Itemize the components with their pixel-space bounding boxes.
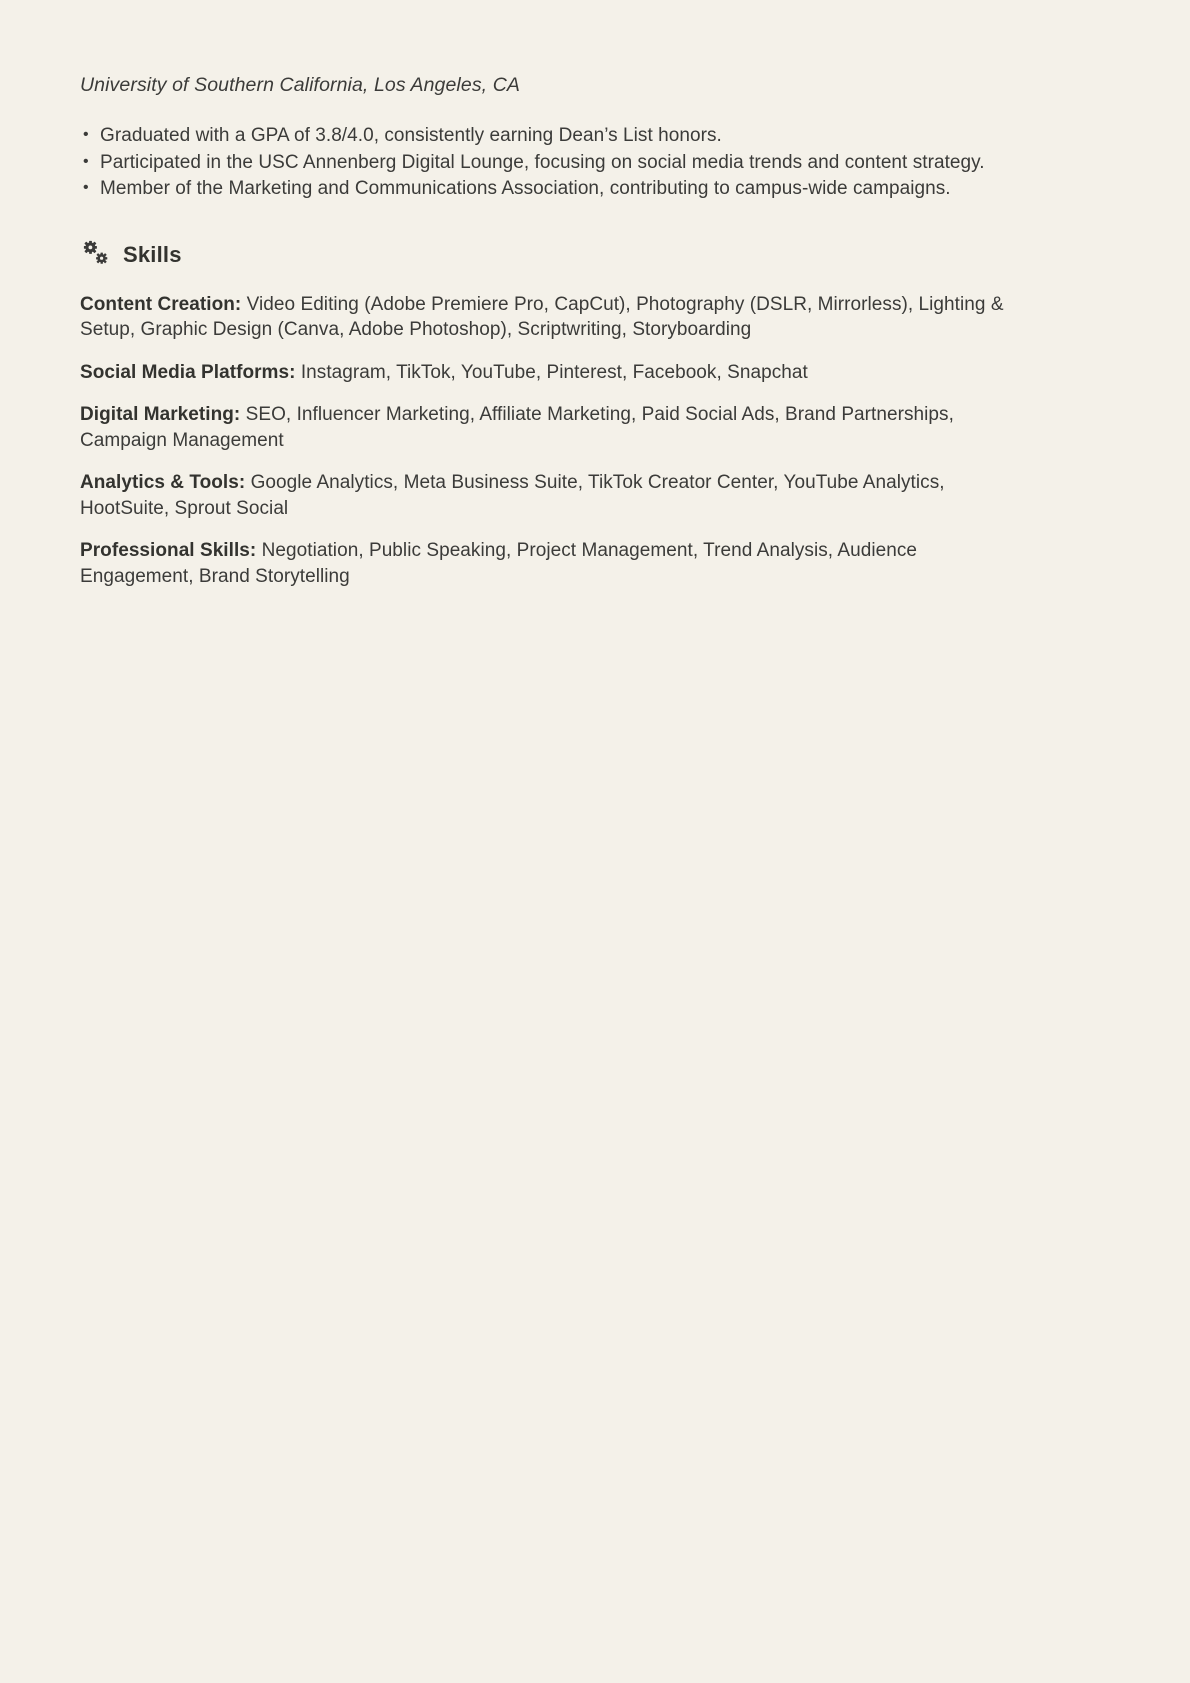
skill-row-analytics-and-tools bbox=[80, 470, 1030, 521]
skill-value: SEO, Influencer Marketing, Affiliate Marketing, Paid Social Ads, Brand Partnerships, Campaign Management bbox=[80, 404, 954, 451]
skill-label: Analytics & Tools: bbox=[80, 472, 246, 494]
skill-label: Digital Marketing: bbox=[80, 404, 241, 426]
page-title: Skills bbox=[123, 241, 182, 267]
education-institution: University of Southern California, Los Angeles, CA bbox=[80, 74, 520, 96]
list-item: • Member of the Marketing and Communications Association, contributing to campus-wide campaigns. bbox=[80, 176, 1040, 202]
skill-row-social-media-platforms bbox=[80, 360, 1030, 386]
skill-value: Negotiation, Public Speaking, Project Management, Trend Analysis, Audience Engagement, Brand Storytelling bbox=[80, 540, 918, 587]
gears-icon bbox=[80, 240, 114, 270]
skill-label: Social Media Platforms: bbox=[80, 361, 296, 383]
resume-content-column bbox=[80, 72, 1040, 589]
skill-value: Instagram, TikTok, YouTube, Pinterest, Facebook, Snapchat bbox=[300, 361, 808, 383]
education-bullet-list bbox=[80, 123, 1040, 202]
skill-row-digital-marketing bbox=[80, 402, 1030, 453]
list-item: • Graduated with a GPA of 3.8/4.0, consistently earning Dean’s List honors. bbox=[80, 123, 1040, 149]
skill-label: Content Creation: bbox=[80, 293, 242, 315]
skill-label: Professional Skills: bbox=[80, 540, 257, 562]
skill-value: Google Analytics, Meta Business Suite, TikTok Creator Center, YouTube Analytics, HootSuite, Sprout Social bbox=[80, 472, 945, 519]
skills-section-heading bbox=[80, 240, 1040, 270]
list-item: • Participated in the USC Annenberg Digital Lounge, focusing on social media trends and content strategy. bbox=[80, 150, 1040, 176]
skill-row-content-creation bbox=[80, 292, 1030, 343]
skill-row-professional-skills bbox=[80, 538, 1030, 589]
skill-value: Video Editing (Adobe Premiere Pro, CapCut), Photography (DSLR, Mirrorless), Lighting & Setup, Graphic Design (Canva, Adobe Photoshop), Scriptwriting, Storyboarding bbox=[80, 293, 1004, 341]
